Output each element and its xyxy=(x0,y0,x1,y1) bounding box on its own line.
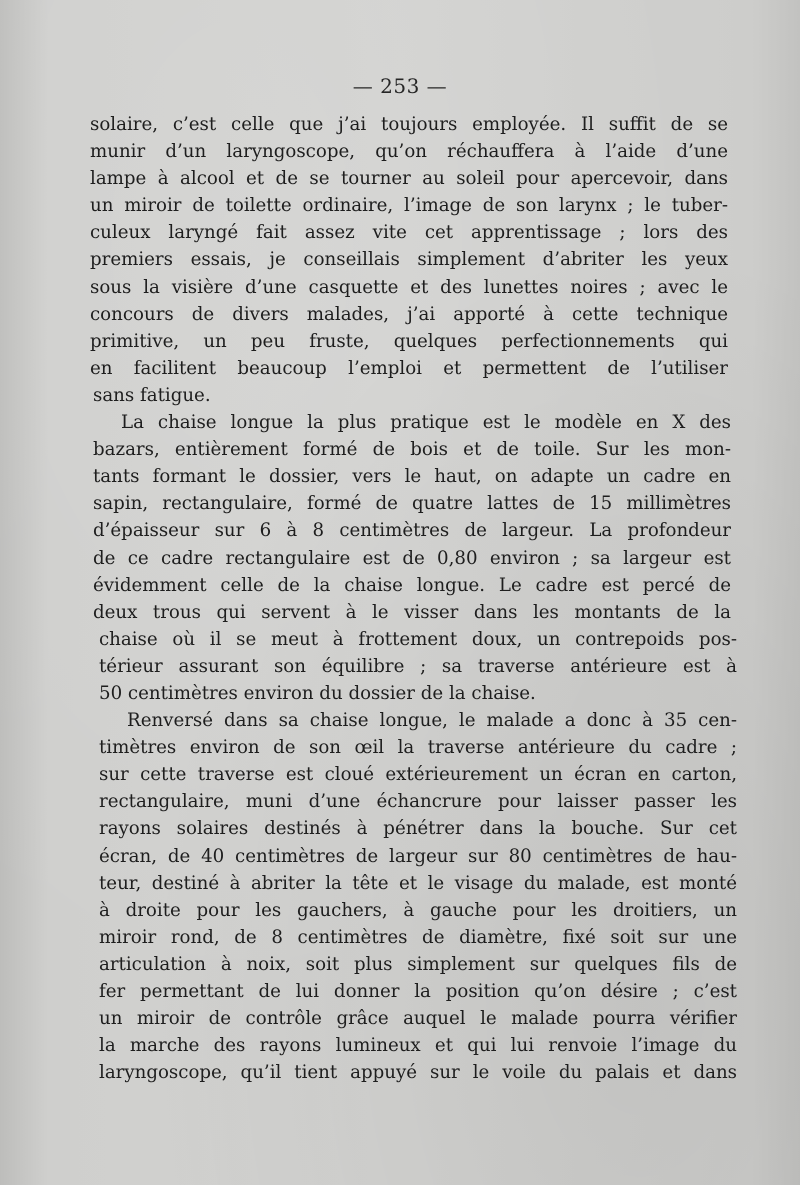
text-line: articulation à noix, soit plus simplement sur quelques fils de xyxy=(99,953,737,975)
text-line: écran, de 40 centimètres de largeur sur 80 centimètres de hau- xyxy=(99,845,737,867)
text-line: fer permettant de lui donner la position qu’on désire ; c’est xyxy=(99,981,737,1002)
text-line: sous la visière d’une casquette et des lunettes noires ; avec le xyxy=(90,276,728,298)
text-line: térieur assurant son équilibre ; sa traverse antérieure est à xyxy=(99,655,737,677)
text-line: concours de divers malades, j’ai apporté à cette technique xyxy=(90,303,728,325)
page-number: — 253 — xyxy=(352,74,448,98)
text-line: sapin, rectangulaire, formé de quatre lattes de 15 millimètres xyxy=(93,493,731,515)
text-line: tants formant le dossier, vers le haut, on adapte un cadre en xyxy=(93,466,731,488)
text-line: teur, destiné à abriter la tête et le visage du malade, est monté xyxy=(99,872,737,894)
text-line: la marche des rayons lumineux et qui lui renvoie l’image du xyxy=(99,1035,737,1057)
text-line: laryngoscope, qu’il tient appuyé sur le voile du palais et dans xyxy=(99,1062,737,1084)
text-line: en facilitent beaucoup l’emploi et permettent de l’utiliser xyxy=(90,357,728,379)
body-text xyxy=(90,111,737,1086)
text-line: primitive, un peu fruste, quelques perfectionnements qui xyxy=(90,330,728,352)
text-line: rayons solaires destinés à pénétrer dans la bouche. Sur cet xyxy=(99,818,737,840)
text-line: un miroir de toilette ordinaire, l’image de son larynx ; le tuber- xyxy=(90,195,728,217)
paragraph-start-line: La chaise longue la plus pratique est le modèle en X des xyxy=(121,412,731,434)
text-line: solaire, c’est celle que j’ai toujours employée. Il suffit de se xyxy=(90,114,728,135)
text-line: 50 centimètres environ du dossier de la chaise. xyxy=(99,682,536,704)
text-line: premiers essais, je conseillais simplement d’abriter les yeux xyxy=(90,249,728,271)
text-line: d’épaisseur sur 6 à 8 centimètres de largeur. La profondeur xyxy=(93,520,731,542)
text-line: rectangulaire, muni d’une échancrure pour laisser passer les xyxy=(99,791,737,813)
paragraph-start-line: Renversé dans sa chaise longue, le malade a donc à 35 cen- xyxy=(127,710,737,732)
text-line: timètres environ de son œil la traverse antérieure du cadre ; xyxy=(99,737,737,759)
text-line: à droite pour les gauchers, à gauche pour les droitiers, un xyxy=(99,899,737,921)
text-line: miroir rond, de 8 centimètres de diamètre, fixé soit sur une xyxy=(99,926,737,948)
text-line: deux trous qui servent à le visser dans les montants de la xyxy=(93,601,731,623)
text-line: de ce cadre rectangulaire est de 0,80 environ ; sa largeur est xyxy=(93,547,731,569)
text-line: sur cette traverse est cloué extérieurement un écran en carton, xyxy=(99,764,737,786)
text-line: bazars, entièrement formé de bois et de toile. Sur les mon- xyxy=(93,439,731,461)
text-line: lampe à alcool et de se tourner au soleil pour apercevoir, dans xyxy=(90,168,728,190)
text-line: un miroir de contrôle grâce auquel le malade pourra vérifier xyxy=(99,1008,737,1030)
text-line: sans fatigue. xyxy=(93,384,211,406)
text-line: chaise où il se meut à frottement doux, un contrepoids pos- xyxy=(99,628,737,650)
text-line: munir d’un laryngoscope, qu’on réchauffera à l’aide d’une xyxy=(90,141,728,163)
text-line: évidemment celle de la chaise longue. Le cadre est percé de xyxy=(93,574,731,596)
text-line: culeux laryngé fait assez vite cet apprentissage ; lors des xyxy=(90,222,728,244)
